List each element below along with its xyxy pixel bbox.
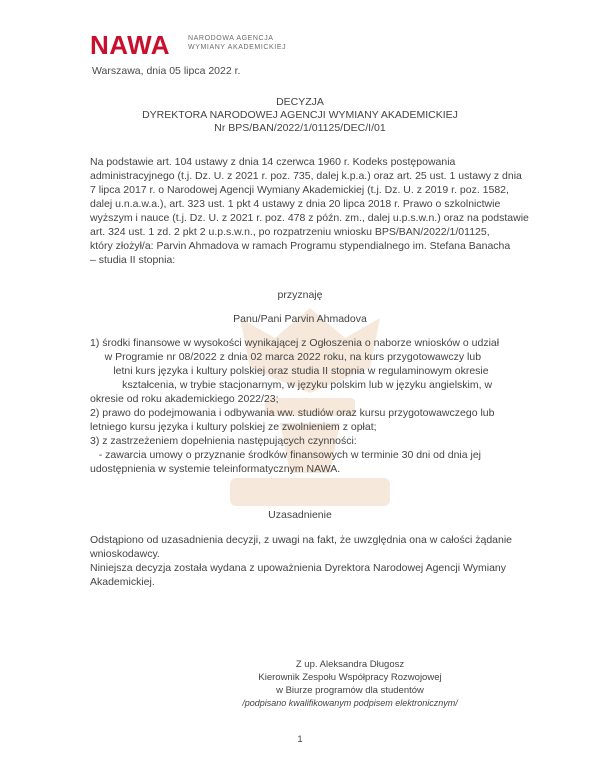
outro-line: wnioskodawcy. (90, 548, 160, 560)
list-item: 3) z zastrzeżeniem dopełnienia następujących czynności: (90, 435, 357, 447)
outro-line: Odstąpiono od uzasadnienia decyzji, z uwagi na fakt, że uwzględnia ona w całości żądanie (90, 534, 513, 546)
list-item: letni kurs języka i kultury polskiej oraz studia II stopnia w regulaminowym okresie (90, 365, 489, 377)
list-item: kształcenia, w trybie stacjonarnym, w języku polskim lub w języku angielskim, w (90, 379, 493, 391)
granted-items-list (90, 336, 510, 476)
document-date: Warszawa, dnia 05 lipca 2022 r. (92, 65, 241, 77)
list-item: - zawarcia umowy o przyznanie środków finansowych w terminie 30 dni od dnia jej (90, 449, 482, 461)
outro-line: Niniejsza decyzja została wydana z upoważnienia Dyrektora Narodowej Agencji Wymiany (90, 562, 507, 574)
decision-header (90, 96, 510, 135)
intro-line: Na podstawie art. 104 ustawy z dnia 14 czerwca 1960 r. Kodeks postępowania (90, 156, 456, 168)
list-item: letniego kursu języka i kultury polskiej ze zwolnieniem z opłat; (90, 421, 377, 433)
intro-line: dalej u.n.a.w.a.), art. 323 ust. 1 pkt 4 ustawy z dnia 20 lipca 2018 r. Prawo o szkolnictwie (90, 198, 501, 210)
intro-line: – studia II stopnia: (90, 254, 176, 266)
intro-line: art. 324 ust. 1 zd. 2 pkt 2 u.p.s.w.n., po rozpatrzeniu wniosku BPS/BAN/2022/1/01125, (90, 226, 490, 238)
list-item: udostępnienia w systemie teleinformatycznym NAWA. (90, 463, 341, 475)
header-number: Nr BPS/BAN/2022/1/01125/DEC/I/01 (214, 122, 386, 134)
intro-line: administracyjnego (t.j. Dz. U. z 2021 r. poz. 735, dalej k.p.a.) oraz art. 25 ust. 1 ustawy z dnia (90, 170, 522, 182)
header-title: DECYZJA (276, 96, 324, 108)
signature-block (200, 658, 500, 710)
intro-line: 7 lipca 2017 r. o Narodowej Agencji Wymiany Akademickiej (t.j. Dz. U. z 2019 r. poz. 1582, (90, 184, 509, 196)
logo-subtitle-line1: NARODOWA AGENCJA (188, 35, 274, 42)
logo-wordmark: NAWA (90, 30, 170, 60)
signatory-name: Z up. Aleksandra Długosz (295, 659, 405, 670)
intro-line: który złożył/a: Parvin Ahmadova w ramach Programu stypendialnego im. Stefana Banacha (90, 240, 511, 252)
logo-subtitle-line2: WYMIANY AKADEMICKIEJ (188, 44, 287, 51)
list-item: okresie od roku akademickiego 2022/23; (90, 393, 279, 405)
signatory-role: Kierownik Zespołu Współpracy Rozwojowej (258, 672, 442, 683)
logo-subtitle (188, 34, 286, 52)
justification-paragraph (90, 533, 530, 589)
recipient-name: Panu/Pani Parvin Ahmadova (233, 313, 367, 325)
grant-verb: przyznaję (277, 289, 323, 301)
legal-basis-paragraph (90, 155, 529, 267)
list-item: w Programie nr 08/2022 z dnia 02 marca 2022 roku, na kurs przygotowawczy lub (90, 351, 482, 363)
list-item: 2) prawo do podejmowania i odbywania ww. studiów oraz kursu przygotowawczego lub (90, 407, 495, 419)
signatory-office: w Biurze programów dla studentów (276, 685, 424, 696)
intro-line: wyższym i nauce (t.j. Dz. U. z 2021 r. poz. 478 z późn. zm., dalej u.p.s.w.n.) oraz na podstawie (90, 212, 529, 224)
header-issuer: DYREKTORA NARODOWEJ AGENCJI WYMIANY AKADEMICKIEJ (142, 109, 458, 121)
signature-note: /podpisano kwalifikowanym podpisem elektronicznym/ (242, 698, 458, 708)
list-item: 1) środki finansowe w wysokości wynikającej z Ogłoszenia o naborze wniosków o udział (90, 337, 500, 349)
justification-title: Uzasadnienie (268, 509, 332, 521)
page-number: 1 (297, 734, 303, 745)
outro-line: Akademickiej. (90, 576, 155, 588)
